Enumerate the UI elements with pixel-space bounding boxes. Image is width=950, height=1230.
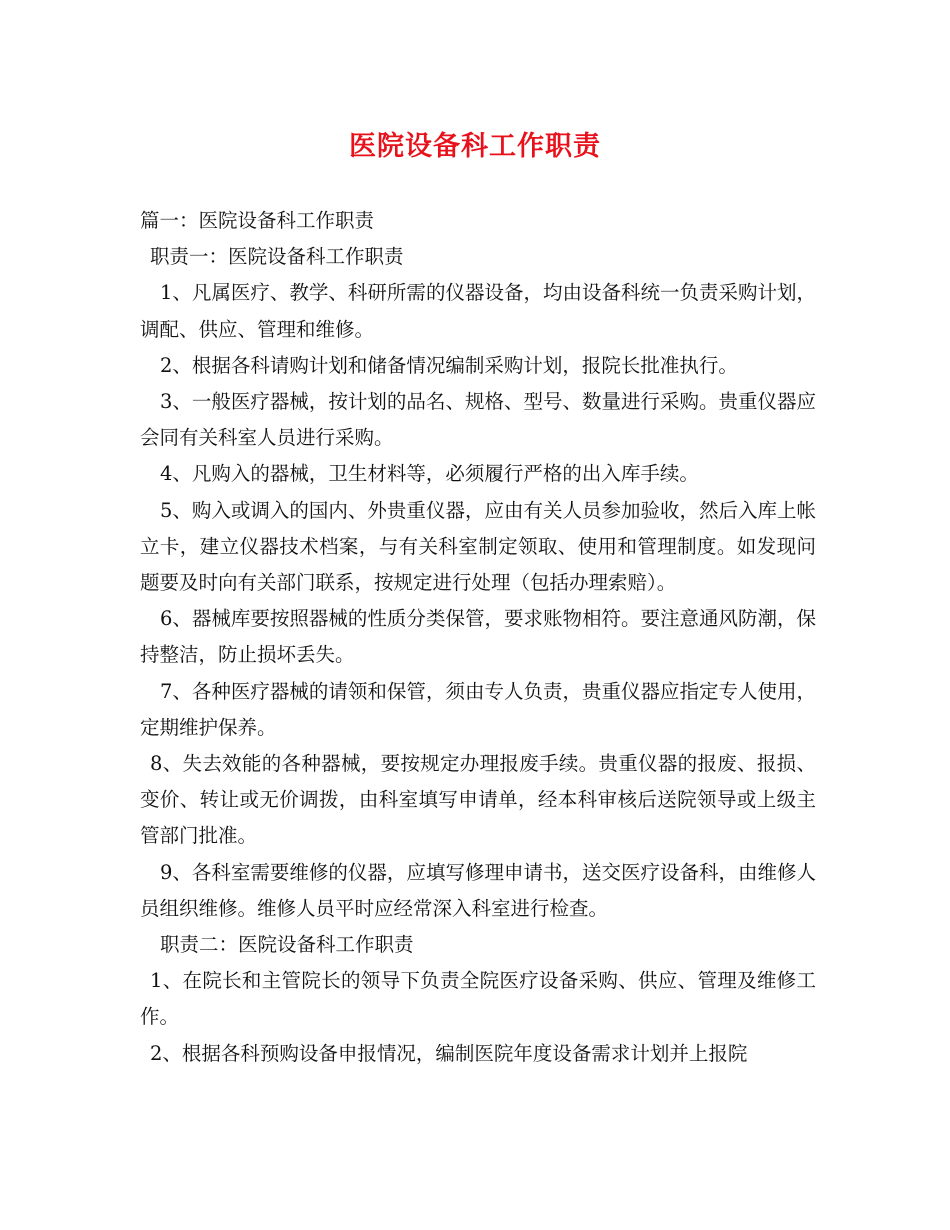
document-body [140, 203, 816, 1072]
subsection-heading: 职责二：医院设备科工作职责 [160, 933, 414, 957]
paragraph: 6、器械库要按照器械的性质分类保管，要求账物相符。要注意通风防潮，保持整洁，防止损坏丢失。 [140, 607, 816, 667]
paragraph: 5、购入或调入的国内、外贵重仪器，应由有关人员参加验收，然后入库上帐立卡，建立仪器技术档案，与有关科室制定领取、使用和管理制度。如发现问题要及时向有关部门联系，按规定进行处理（包括办理索赔）。 [140, 498, 816, 595]
paragraph: 1、在院长和主管院长的领导下负责全院医疗设备采购、供应、管理及维修工作。 [140, 969, 816, 1029]
paragraph: 8、失去效能的各种器械，要按规定办理报废手续。贵重仪器的报废、报损、变价、转让或无价调拨，由科室填写申请单，经本科审核后送院领导或上级主管部门批准。 [140, 752, 816, 848]
subsection-heading: 职责一：医院设备科工作职责 [150, 245, 404, 269]
paragraph: 1、凡属医疗、教学、科研所需的仪器设备，均由设备科统一负责采购计划，调配、供应、管理和维修。 [140, 281, 816, 341]
paragraph: 7、各种医疗器械的请领和保管，须由专人负责，贵重仪器应指定专人使用，定期维护保养。 [140, 679, 816, 739]
section-heading: 篇一：医院设备科工作职责 [140, 209, 375, 232]
paragraph: 3、一般医疗器械，按计划的品名、规格、型号、数量进行采购。贵重仪器应会同有关科室人员进行采购。 [140, 390, 816, 450]
paragraph: 2、根据各科预购设备申报情况，编制医院年度设备需求计划并上报院 [150, 1041, 748, 1065]
paragraph: 9、各科室需要维修的仪器，应填写修理申请书，送交医疗设备科，由维修人员组织维修。维修人员平时应经常深入科室进行检查。 [140, 860, 816, 920]
paragraph: 4、凡购入的器械，卫生材料等，必须履行严格的出入库手续。 [160, 462, 699, 486]
paragraph: 2、根据各科请购计划和储备情况编制采购计划，报院长批准执行。 [160, 353, 738, 377]
document-title: 医院设备科工作职责 [349, 131, 601, 162]
